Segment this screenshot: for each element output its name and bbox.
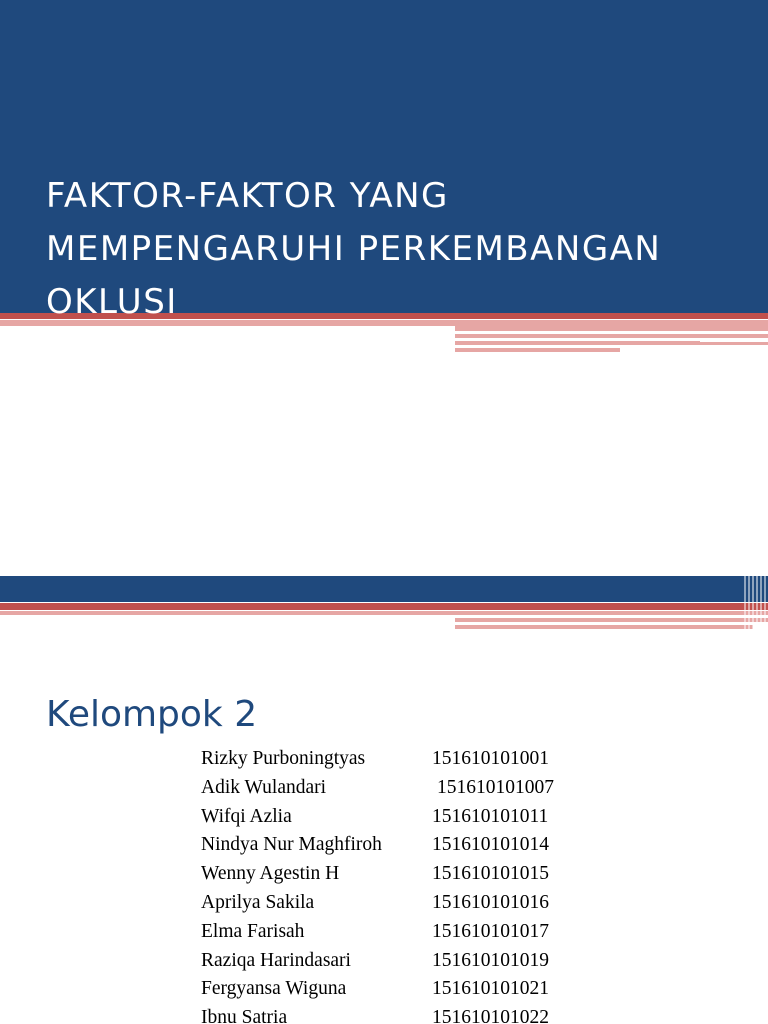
member-nim: 151610101021 [432,978,549,1000]
accent-stripe-pink [0,611,768,615]
header-band [0,576,768,602]
list-item [201,777,621,806]
member-name: Adik Wulandari [201,776,327,798]
member-name: Elma Farisah [201,920,305,942]
accent-stripe-pink [455,334,768,338]
member-nim: 151610101017 [432,920,549,942]
member-name: Nindya Nur Maghfiroh [201,834,382,856]
member-nim: 151610101015 [432,863,549,885]
accent-stripe-pink [455,625,753,629]
group-heading: Kelompok 2 [46,694,258,735]
accent-stripe-white [700,340,768,342]
member-name: Ibnu Satria [201,1007,288,1024]
slide-title-line: MEMPENGARUHI PERKEMBANGAN [46,229,662,269]
slide-title-line: FAKTOR-FAKTOR YANG [46,176,449,216]
member-list [201,748,621,1024]
member-name: Raziqa Harindasari [201,949,351,971]
member-nim: 151610101011 [432,805,549,827]
member-nim: 151610101001 [432,748,549,769]
member-nim: 151610101016 [432,891,549,913]
member-name: Aprilya Sakila [201,891,315,913]
accent-stripe-pink [455,618,768,622]
member-nim: 151610101022 [432,1007,549,1024]
list-item [201,892,621,921]
member-name: Fergyansa Wiguna [201,978,347,1000]
decorative-lines [742,576,768,632]
member-name: Rizky Purboningtyas [201,748,366,769]
list-item [201,863,621,892]
list-item [201,834,621,863]
member-slide [0,576,768,1024]
accent-stripe-red [0,603,768,610]
member-name: Wenny Agestin H [201,863,340,885]
member-name: Wifqi Azlia [201,805,292,827]
accent-stripe-white [620,331,710,333]
slide-title [46,170,746,329]
member-nim: 151610101007 [437,776,554,798]
accent-stripe-white [620,623,740,625]
list-item [201,950,621,979]
member-nim: 151610101014 [432,834,549,856]
slide-title-line: OKLUSI [46,282,178,322]
list-item [201,748,621,777]
member-nim: 151610101019 [432,949,549,971]
accent-stripe-pink [455,348,620,352]
list-item [201,806,621,835]
list-item [201,921,621,950]
list-item [201,1007,621,1024]
list-item [201,978,621,1007]
